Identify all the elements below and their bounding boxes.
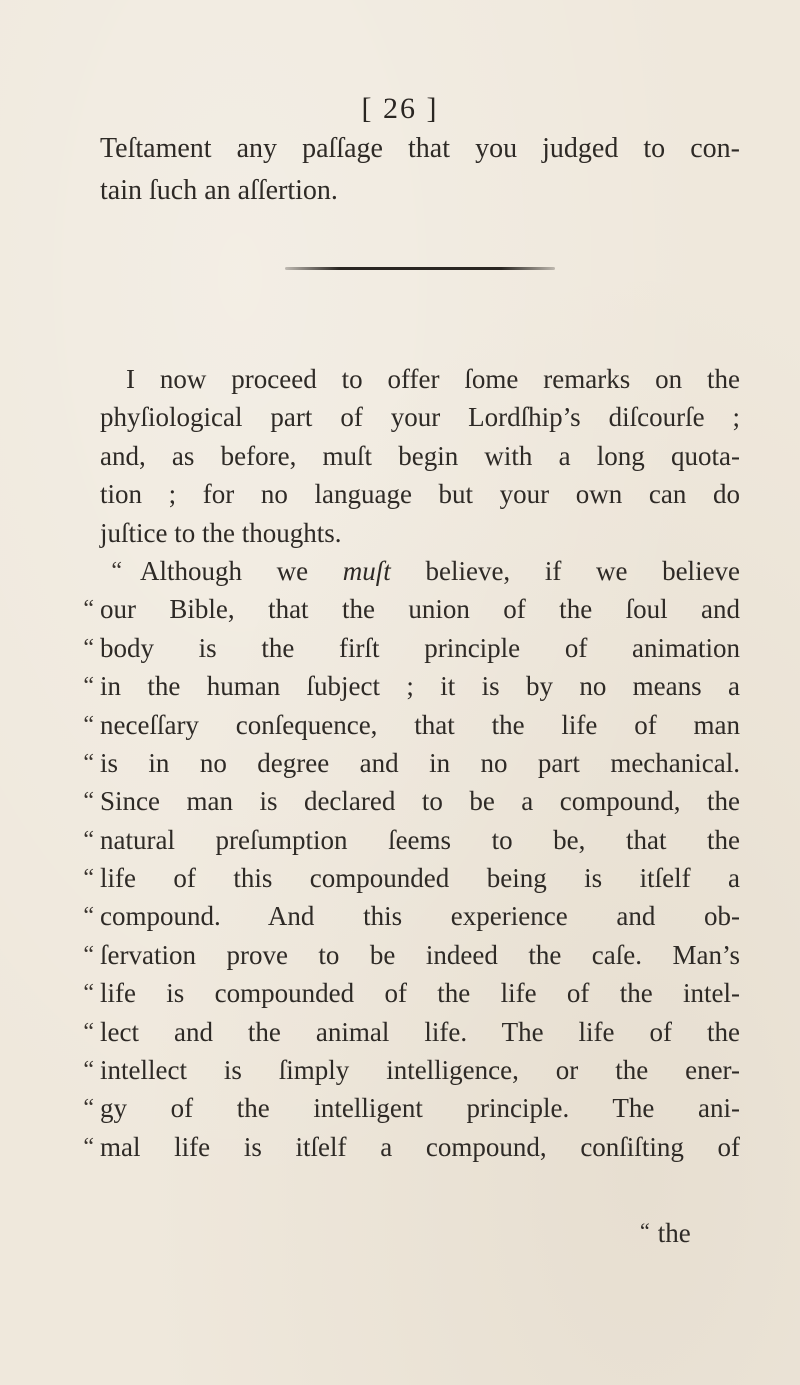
quote-line bbox=[83, 782, 740, 820]
quote-text: life is compounded of the life of the intel- bbox=[100, 978, 740, 1009]
quote-text: Since man is declared to be a compound, the bbox=[100, 786, 740, 817]
quote-text: natural preſumption ſeems to be, that the bbox=[100, 824, 740, 855]
quote-line bbox=[83, 590, 740, 628]
quote-mark: “ bbox=[83, 1133, 94, 1160]
quote-text: gy of the intelligent principle. The ani- bbox=[100, 1093, 740, 1124]
quote-line bbox=[83, 706, 740, 744]
quote-mark: “ bbox=[83, 1057, 94, 1084]
quote-mark: “ bbox=[83, 903, 94, 930]
section-divider bbox=[285, 267, 555, 270]
text-line: and, as before, muſt begin with a long quota- bbox=[100, 440, 740, 471]
quote-mark: “ bbox=[83, 1095, 94, 1122]
quote-mark: “ bbox=[83, 749, 94, 776]
quote-line bbox=[83, 936, 740, 974]
quote-text: our Bible, that the union of the ſoul and bbox=[100, 594, 740, 625]
quote-line bbox=[83, 629, 740, 667]
quote-mark: “ bbox=[83, 634, 94, 661]
quote-text: mal life is itſelf a compound, conſiſting of bbox=[100, 1131, 740, 1162]
quote-text: intellect is ſimply intelligence, or the ener- bbox=[100, 1055, 740, 1086]
quote-line bbox=[83, 667, 740, 705]
quote-mark: “ bbox=[83, 788, 94, 815]
text-line: phyſiological part of your Lordſhip’s diſcourſe ; bbox=[100, 402, 740, 433]
quote-mark: “ bbox=[83, 826, 94, 853]
catchword-text: the bbox=[657, 1218, 691, 1248]
text-line: tain ſuch an aſſertion. bbox=[100, 175, 338, 206]
quote-mark: “ bbox=[640, 1218, 650, 1243]
page-number: [ 26 ] bbox=[361, 92, 439, 125]
quote-mark: “ bbox=[83, 673, 94, 700]
quote-mark: “ bbox=[83, 980, 94, 1007]
quote-line bbox=[83, 1089, 740, 1127]
quote-text: is in no degree and in no part mechanical. bbox=[100, 747, 740, 778]
quote-line bbox=[83, 1013, 740, 1051]
text-line: juſtice to the thoughts. bbox=[100, 517, 342, 548]
quote-emphasis: muſt bbox=[342, 555, 391, 586]
quote-text: believe, if we believe bbox=[425, 555, 741, 586]
quote-line bbox=[83, 1128, 740, 1166]
quote-line bbox=[83, 744, 740, 782]
quote-text: lect and the animal life. The life of the bbox=[100, 1016, 740, 1047]
text-line: I now proceed to offer ſome remarks on the bbox=[126, 364, 740, 394]
quote-mark: “ bbox=[83, 596, 94, 623]
quote-text: body is the firſt principle of animation bbox=[100, 632, 740, 663]
continued-paragraph bbox=[100, 128, 740, 212]
quote-mark: “ bbox=[83, 865, 94, 892]
quote-text: life of this compounded being is itſelf a bbox=[100, 863, 740, 894]
quote-text: compound. And this experience and ob- bbox=[100, 901, 740, 932]
quote-text: Although we bbox=[140, 555, 309, 586]
text-line: tion ; for no language but your own can do bbox=[100, 479, 740, 510]
quote-line bbox=[83, 859, 740, 897]
main-paragraph bbox=[0, 360, 800, 1166]
text-line: Teſtament any paſſage that you judged to con- bbox=[100, 133, 740, 164]
quote-text: in the human ſubject ; it is by no means a bbox=[100, 671, 740, 702]
quote-line bbox=[100, 552, 740, 590]
catchword bbox=[640, 1218, 691, 1249]
quote-text: neceſſary conſequence, that the life of man bbox=[100, 709, 740, 740]
quote-text: ſervation prove to be indeed the caſe. Man’s bbox=[100, 939, 740, 970]
quote-mark: “ bbox=[83, 941, 94, 968]
quote-line bbox=[83, 1051, 740, 1089]
quote-line bbox=[83, 897, 740, 935]
quote-mark: “ bbox=[111, 557, 122, 584]
quote-mark: “ bbox=[83, 1018, 94, 1045]
quote-mark: “ bbox=[83, 711, 94, 738]
quote-line bbox=[83, 821, 740, 859]
quote-line bbox=[83, 974, 740, 1012]
